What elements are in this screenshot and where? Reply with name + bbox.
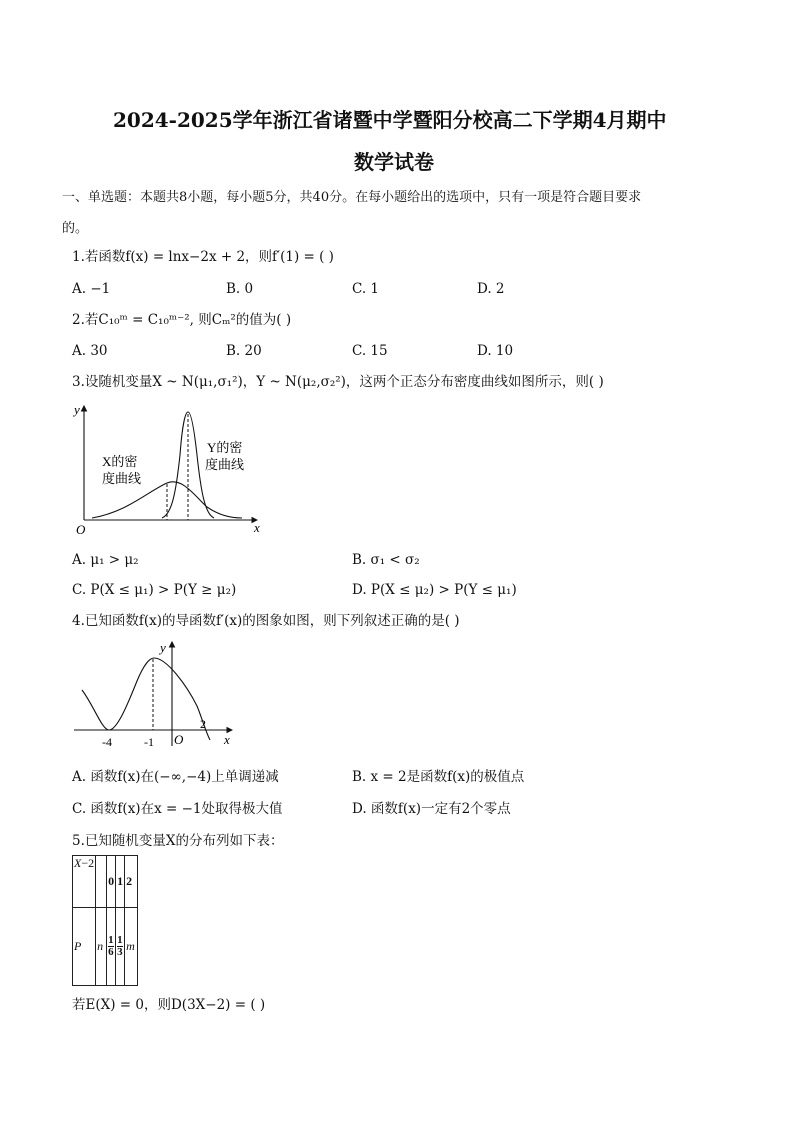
q1-option-b: B. 0 [226, 281, 254, 297]
q3-option-a: A. μ₁ > μ₂ [72, 552, 139, 568]
q4-option-a: A. 函数f(x)在(−∞,−4)上单调递减 [72, 769, 279, 785]
q3-stem: 3.设随机变量X ~ N(μ₁,σ₁²)，Y ~ N(μ₂,σ₂²)，这两个正态分布密度曲线如图所示，则( ) [72, 374, 604, 390]
q2-stem: 2.若C₁₀ᵐ = C₁₀ᵐ⁻², 则Cₘ²的值为( ) [72, 312, 292, 328]
q4-tick-neg4: -4 [102, 735, 112, 749]
q1-stem: 1.若函数f(x) = lnx−2x + 2，则f′(1) = ( ) [72, 249, 334, 265]
q3-x-curve-label-1: X的密 [102, 454, 138, 469]
table-cell: X−2 [73, 856, 96, 908]
q3-origin-label: O [76, 522, 86, 537]
q3-option-c: C. P(X ≤ μ₁) > P(Y ≥ μ₂) [72, 582, 237, 598]
table-cell: m [125, 908, 138, 986]
q3-y-label: y [74, 402, 80, 417]
fraction-one-third: $\frac{1}{3}$ [117, 933, 123, 958]
q4-y-label: y [160, 640, 166, 655]
q4-x-label: x [224, 732, 230, 747]
q4-tick-neg1: -1 [144, 735, 154, 749]
q4-option-d: D. 函数f(x)一定有2个零点 [352, 801, 511, 817]
q4-derivative-graph-figure [72, 636, 242, 752]
q3-y-curve-label-2: 度曲线 [205, 457, 245, 472]
table-cell [96, 856, 107, 908]
q2-option-a: A. 30 [72, 343, 108, 359]
q4-option-b: B. x = 2是函数f(x)的极值点 [352, 769, 525, 785]
q1-option-d: D. 2 [477, 281, 505, 297]
q5-distribution-table [72, 855, 138, 986]
q5-followup: 若E(X) = 0，则D(3X−2) = ( ) [72, 997, 266, 1013]
fraction-one-sixth: $\frac{1}{6}$ [108, 933, 114, 958]
q3-x-label: x [254, 520, 260, 535]
table-cell [107, 908, 116, 986]
table-cell: P [73, 908, 96, 986]
section-heading: 一、单选题：本题共8小题，每小题5分，共40分。在每小题给出的选项中，只有一项是符合题目要求 [62, 190, 642, 205]
q3-y-curve-label-1: Y的密 [207, 440, 243, 455]
q3-normal-curves-figure [72, 400, 272, 538]
q3-x-curve-label-2: 度曲线 [102, 471, 142, 486]
q2-option-d: D. 10 [477, 343, 514, 359]
q2-option-c: C. 15 [352, 343, 388, 359]
q3-option-d: D. P(X ≤ μ₂) > P(Y ≤ μ₁) [352, 582, 517, 598]
page-title: 2024-2025学年浙江省诸暨中学暨阳分校高二下学期4月期中 [113, 108, 667, 132]
q5-stem: 5.已知随机变量X的分布列如下表： [72, 833, 284, 849]
q4-stem: 4.已知函数f(x)的导函数f′(x)的图象如图，则下列叙述正确的是( ) [72, 613, 460, 629]
q4-derivative-curve [82, 658, 210, 740]
table-cell: n [96, 908, 107, 986]
table-cell [116, 908, 125, 986]
q4-tick-2: 2 [200, 717, 206, 731]
q4-origin-label: O [174, 732, 184, 747]
table-cell: 0 [107, 856, 116, 908]
q2-option-b: B. 20 [226, 343, 262, 359]
table-cell: 2 [125, 856, 138, 908]
q4-option-c: C. 函数f(x)在x = −1处取得极大值 [72, 801, 283, 817]
q3-option-b: B. σ₁ < σ₂ [352, 552, 420, 568]
q1-option-c: C. 1 [352, 281, 380, 297]
section-heading-cont: 的。 [62, 221, 89, 236]
q1-option-a: A. −1 [72, 281, 111, 297]
table-cell: 1 [116, 856, 125, 908]
page-subtitle: 数学试卷 [354, 150, 434, 174]
